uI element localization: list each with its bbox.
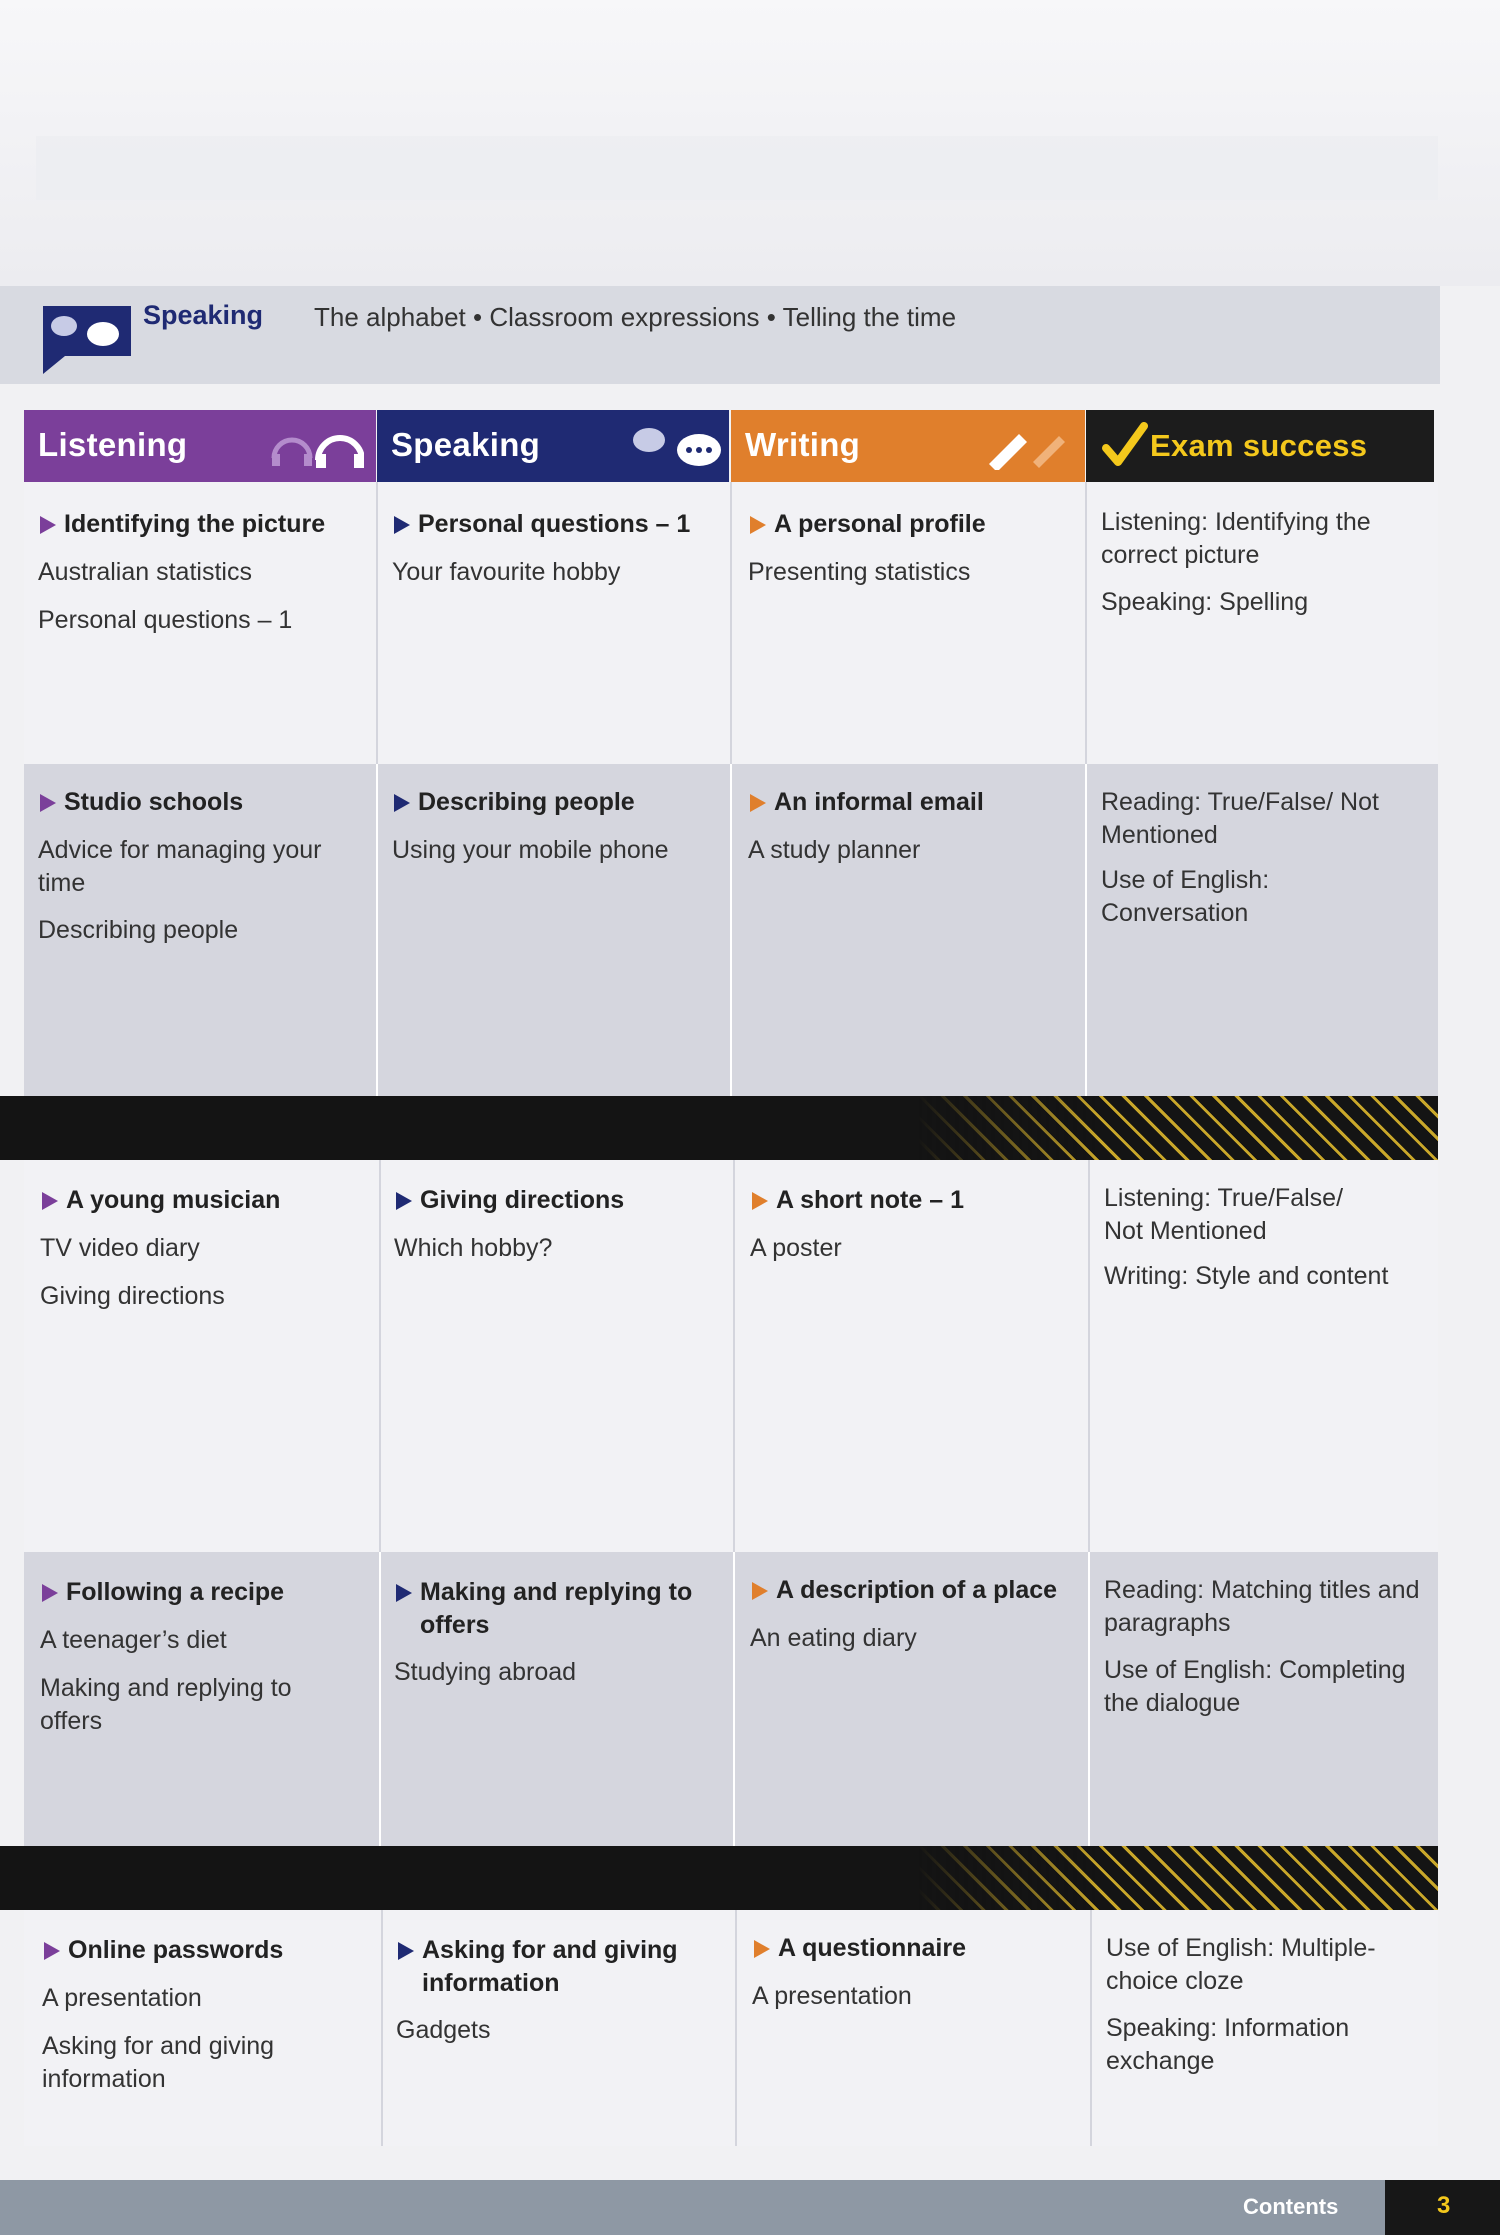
exam-item: Use of English: Conversation xyxy=(1101,866,1270,927)
exam-item: Speaking: Information exchange xyxy=(1106,2014,1350,2075)
writing-topic: An informal email xyxy=(748,786,1094,819)
speaking-sub: Which hobby? xyxy=(394,1234,553,1262)
listening-sub: Asking for and giving information xyxy=(42,2032,275,2093)
listening-topic: Identifying the picture xyxy=(38,508,384,541)
writing-topic: A description of a place xyxy=(750,1574,1116,1607)
writing-topic: A personal profile xyxy=(748,508,1094,541)
listening-topic: A young musician xyxy=(40,1184,386,1217)
speaking-sub: Using your mobile phone xyxy=(392,836,669,864)
exam-item: Speaking: Spelling xyxy=(1101,588,1309,616)
pencil-icon xyxy=(985,424,1075,470)
column-title-listening: Listening xyxy=(38,426,188,463)
column-title-speaking: Speaking xyxy=(391,426,541,463)
listening-sub: Personal questions – 1 xyxy=(38,606,293,634)
writing-sub: A poster xyxy=(750,1234,842,1262)
column-header-speaking xyxy=(377,410,729,482)
column-title-writing: Writing xyxy=(745,426,861,463)
exam-item: Reading: Matching titles and paragraphs xyxy=(1104,1576,1420,1637)
exam-item: Use of English: Multiple-choice cloze xyxy=(1106,1934,1376,1995)
writing-sub: Presenting statistics xyxy=(748,558,971,586)
listening-topic: Online passwords xyxy=(42,1934,388,1967)
column-header-listening xyxy=(24,410,376,482)
unit-row-1 xyxy=(24,482,1438,764)
listening-sub: Advice for managing your time xyxy=(38,836,322,897)
column-header-exam-success xyxy=(1086,410,1434,482)
listening-topic: Studio schools xyxy=(38,786,384,819)
speaking-topic: Asking for and giving information xyxy=(396,1934,742,2000)
column-title-exam-success: Exam success xyxy=(1150,428,1368,463)
page-number-box xyxy=(1385,2180,1500,2235)
exam-item: Use of English: Completing the dialogue xyxy=(1104,1656,1406,1717)
writing-sub: An eating diary xyxy=(750,1624,917,1652)
listening-sub: Giving directions xyxy=(40,1282,225,1310)
writing-sub: A presentation xyxy=(752,1982,912,2010)
footer-contents-label: Contents xyxy=(1243,2194,1339,2219)
writing-topic: A questionnaire xyxy=(752,1932,1098,1965)
speaking-sub: Studying abroad xyxy=(394,1658,577,1686)
listening-sub: Describing people xyxy=(38,916,239,944)
exam-item: Listening: Identifying the correct picture xyxy=(1101,508,1371,569)
page-number: 3 xyxy=(1437,2192,1451,2219)
listening-sub: TV video diary xyxy=(40,1234,200,1262)
unit-row-3 xyxy=(24,1160,1438,1552)
speaking-strip-topics: The alphabet • Classroom expressions • Telling the time xyxy=(314,302,957,332)
exam-item: Listening: True/False/ Not Mentioned xyxy=(1104,1184,1344,1245)
faded-header-band xyxy=(36,136,1438,200)
speaking-topic: Giving directions xyxy=(394,1184,740,1217)
speech-bubbles-icon xyxy=(43,306,131,356)
listening-topic: Following a recipe xyxy=(40,1576,386,1609)
headphones-icon xyxy=(268,424,364,468)
listening-sub: A presentation xyxy=(42,1984,202,2012)
listening-sub: Making and replying to offers xyxy=(40,1674,292,1735)
speaking-topic: Personal questions – 1 xyxy=(392,508,738,541)
speaking-sub: Gadgets xyxy=(396,2016,491,2044)
speech-bubbles-icon xyxy=(627,424,723,470)
unit-row-2 xyxy=(24,764,1438,1096)
speaking-topic: Making and replying to offers xyxy=(394,1576,740,1642)
unit-divider-bar xyxy=(0,1846,1438,1910)
exam-item: Reading: True/False/ Not Mentioned xyxy=(1101,788,1379,849)
column-header-writing xyxy=(731,410,1085,482)
unit-row-4 xyxy=(24,1552,1438,1846)
speaking-strip-title: Speaking xyxy=(143,300,264,330)
listening-sub: A teenager’s diet xyxy=(40,1626,227,1654)
unit-row-5 xyxy=(24,1910,1438,2146)
page-footer xyxy=(0,2180,1500,2235)
checkmark-icon xyxy=(1102,422,1148,468)
exam-item: Writing: Style and content xyxy=(1104,1262,1389,1290)
speaking-sub: Your favourite hobby xyxy=(392,558,621,586)
unit-divider-bar xyxy=(0,1096,1438,1160)
listening-sub: Australian statistics xyxy=(38,558,252,586)
speaking-topic: Describing people xyxy=(392,786,738,819)
writing-sub: A study planner xyxy=(748,836,921,864)
writing-topic: A short note – 1 xyxy=(750,1184,1096,1217)
